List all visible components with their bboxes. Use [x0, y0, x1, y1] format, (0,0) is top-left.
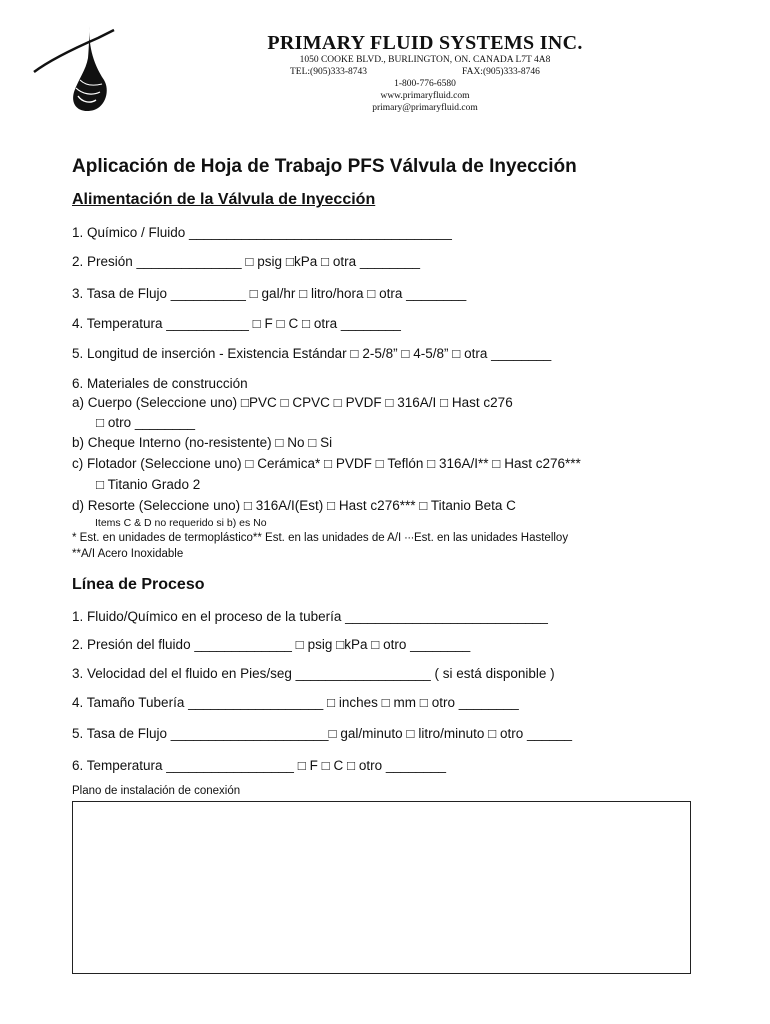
- spring-material-field[interactable]: d) Resorte (Seleccione uno) □ 316A/I(Est) □ Hast c276*** □ Titanio Beta C: [72, 498, 516, 513]
- fluid-pressure-field[interactable]: 2. Presión del fluido _____________ □ psig □kPa □ otro ________: [72, 637, 471, 652]
- temperature-field[interactable]: 4. Temperatura ___________ □ F □ C □ otra ________: [72, 316, 401, 331]
- company-header: [180, 32, 670, 114]
- pipe-size-field[interactable]: 4. Tamaño Tubería __________________ □ inches □ mm □ otro ________: [72, 695, 519, 710]
- company-tel: TEL:(905)333-8743: [290, 67, 368, 77]
- process-flow-rate-field[interactable]: 5. Tasa de Flujo _____________________□ gal/minuto □ litro/minuto □ otro ______: [72, 726, 573, 741]
- chemical-fluid-field[interactable]: 1. Químico / Fluido ___________________________________: [72, 225, 452, 240]
- internal-check-field[interactable]: b) Cheque Interno (no-resistente) □ No □ Si: [72, 435, 333, 450]
- installation-drawing-box[interactable]: [72, 801, 691, 974]
- company-logo: [30, 22, 130, 122]
- note-standard-units: * Est. en unidades de termoplástico** Est. en las unidades de A/I ∙∙∙Est. en las unidades Hastelloy: [72, 532, 569, 544]
- company-name: PRIMARY FLUID SYSTEMS INC.: [267, 32, 583, 54]
- section-process-line-title: Línea de Proceso: [72, 576, 205, 593]
- note-items-cd: Items C & D no requerido si b) es No: [95, 517, 267, 529]
- drawing-label: Plano de instalación de conexión: [72, 785, 241, 797]
- process-fluid-field[interactable]: 1. Fluido/Químico en el proceso de la tubería ___________________________: [72, 609, 548, 624]
- note-stainless-steel: **A/I Acero Inoxidable: [72, 548, 184, 560]
- process-temperature-field[interactable]: 6. Temperatura _________________ □ F □ C □ otro ________: [72, 758, 446, 773]
- section-injection-valve-title: Alimentación de la Válvula de Inyección: [72, 191, 376, 208]
- company-email: primary@primaryfluid.com: [372, 103, 478, 113]
- contact-row: [180, 66, 670, 78]
- float-titanium-option[interactable]: □ Titanio Grado 2: [96, 477, 201, 492]
- company-tollfree: 1-800-776-6580: [394, 79, 456, 89]
- body-other-field[interactable]: □ otro ________: [96, 415, 195, 430]
- pressure-field[interactable]: 2. Presión ______________ □ psig □kPa □ otra ________: [72, 254, 420, 269]
- company-address: 1050 COOKE BLVD., BURLINGTON, ON. CANADA L7T 4A8: [299, 55, 551, 65]
- body-material-field[interactable]: a) Cuerpo (Seleccione uno) □PVC □ CPVC □ PVDF □ 316A/I □ Hast c276: [72, 395, 513, 410]
- float-material-field[interactable]: c) Flotador (Seleccione uno) □ Cerámica* □ PVDF □ Teflón □ 316A/I** □ Hast c276***: [72, 456, 581, 471]
- flow-rate-field[interactable]: 3. Tasa de Flujo __________ □ gal/hr □ litro/hora □ otra ________: [72, 286, 467, 301]
- company-fax: FAX:(905)333-8746: [462, 67, 540, 77]
- materials-heading: 6. Materiales de construcción: [72, 376, 248, 391]
- company-website: www.primaryfluid.com: [380, 91, 470, 101]
- form-title: Aplicación de Hoja de Trabajo PFS Válvula de Inyección: [72, 156, 577, 177]
- insertion-length-field[interactable]: 5. Longitud de inserción - Existencia Estándar □ 2-5/8” □ 4-5/8” □ otra ________: [72, 346, 552, 361]
- fluid-velocity-field[interactable]: 3. Velocidad del el fluido en Pies/seg __________________ ( si está disponible ): [72, 666, 555, 681]
